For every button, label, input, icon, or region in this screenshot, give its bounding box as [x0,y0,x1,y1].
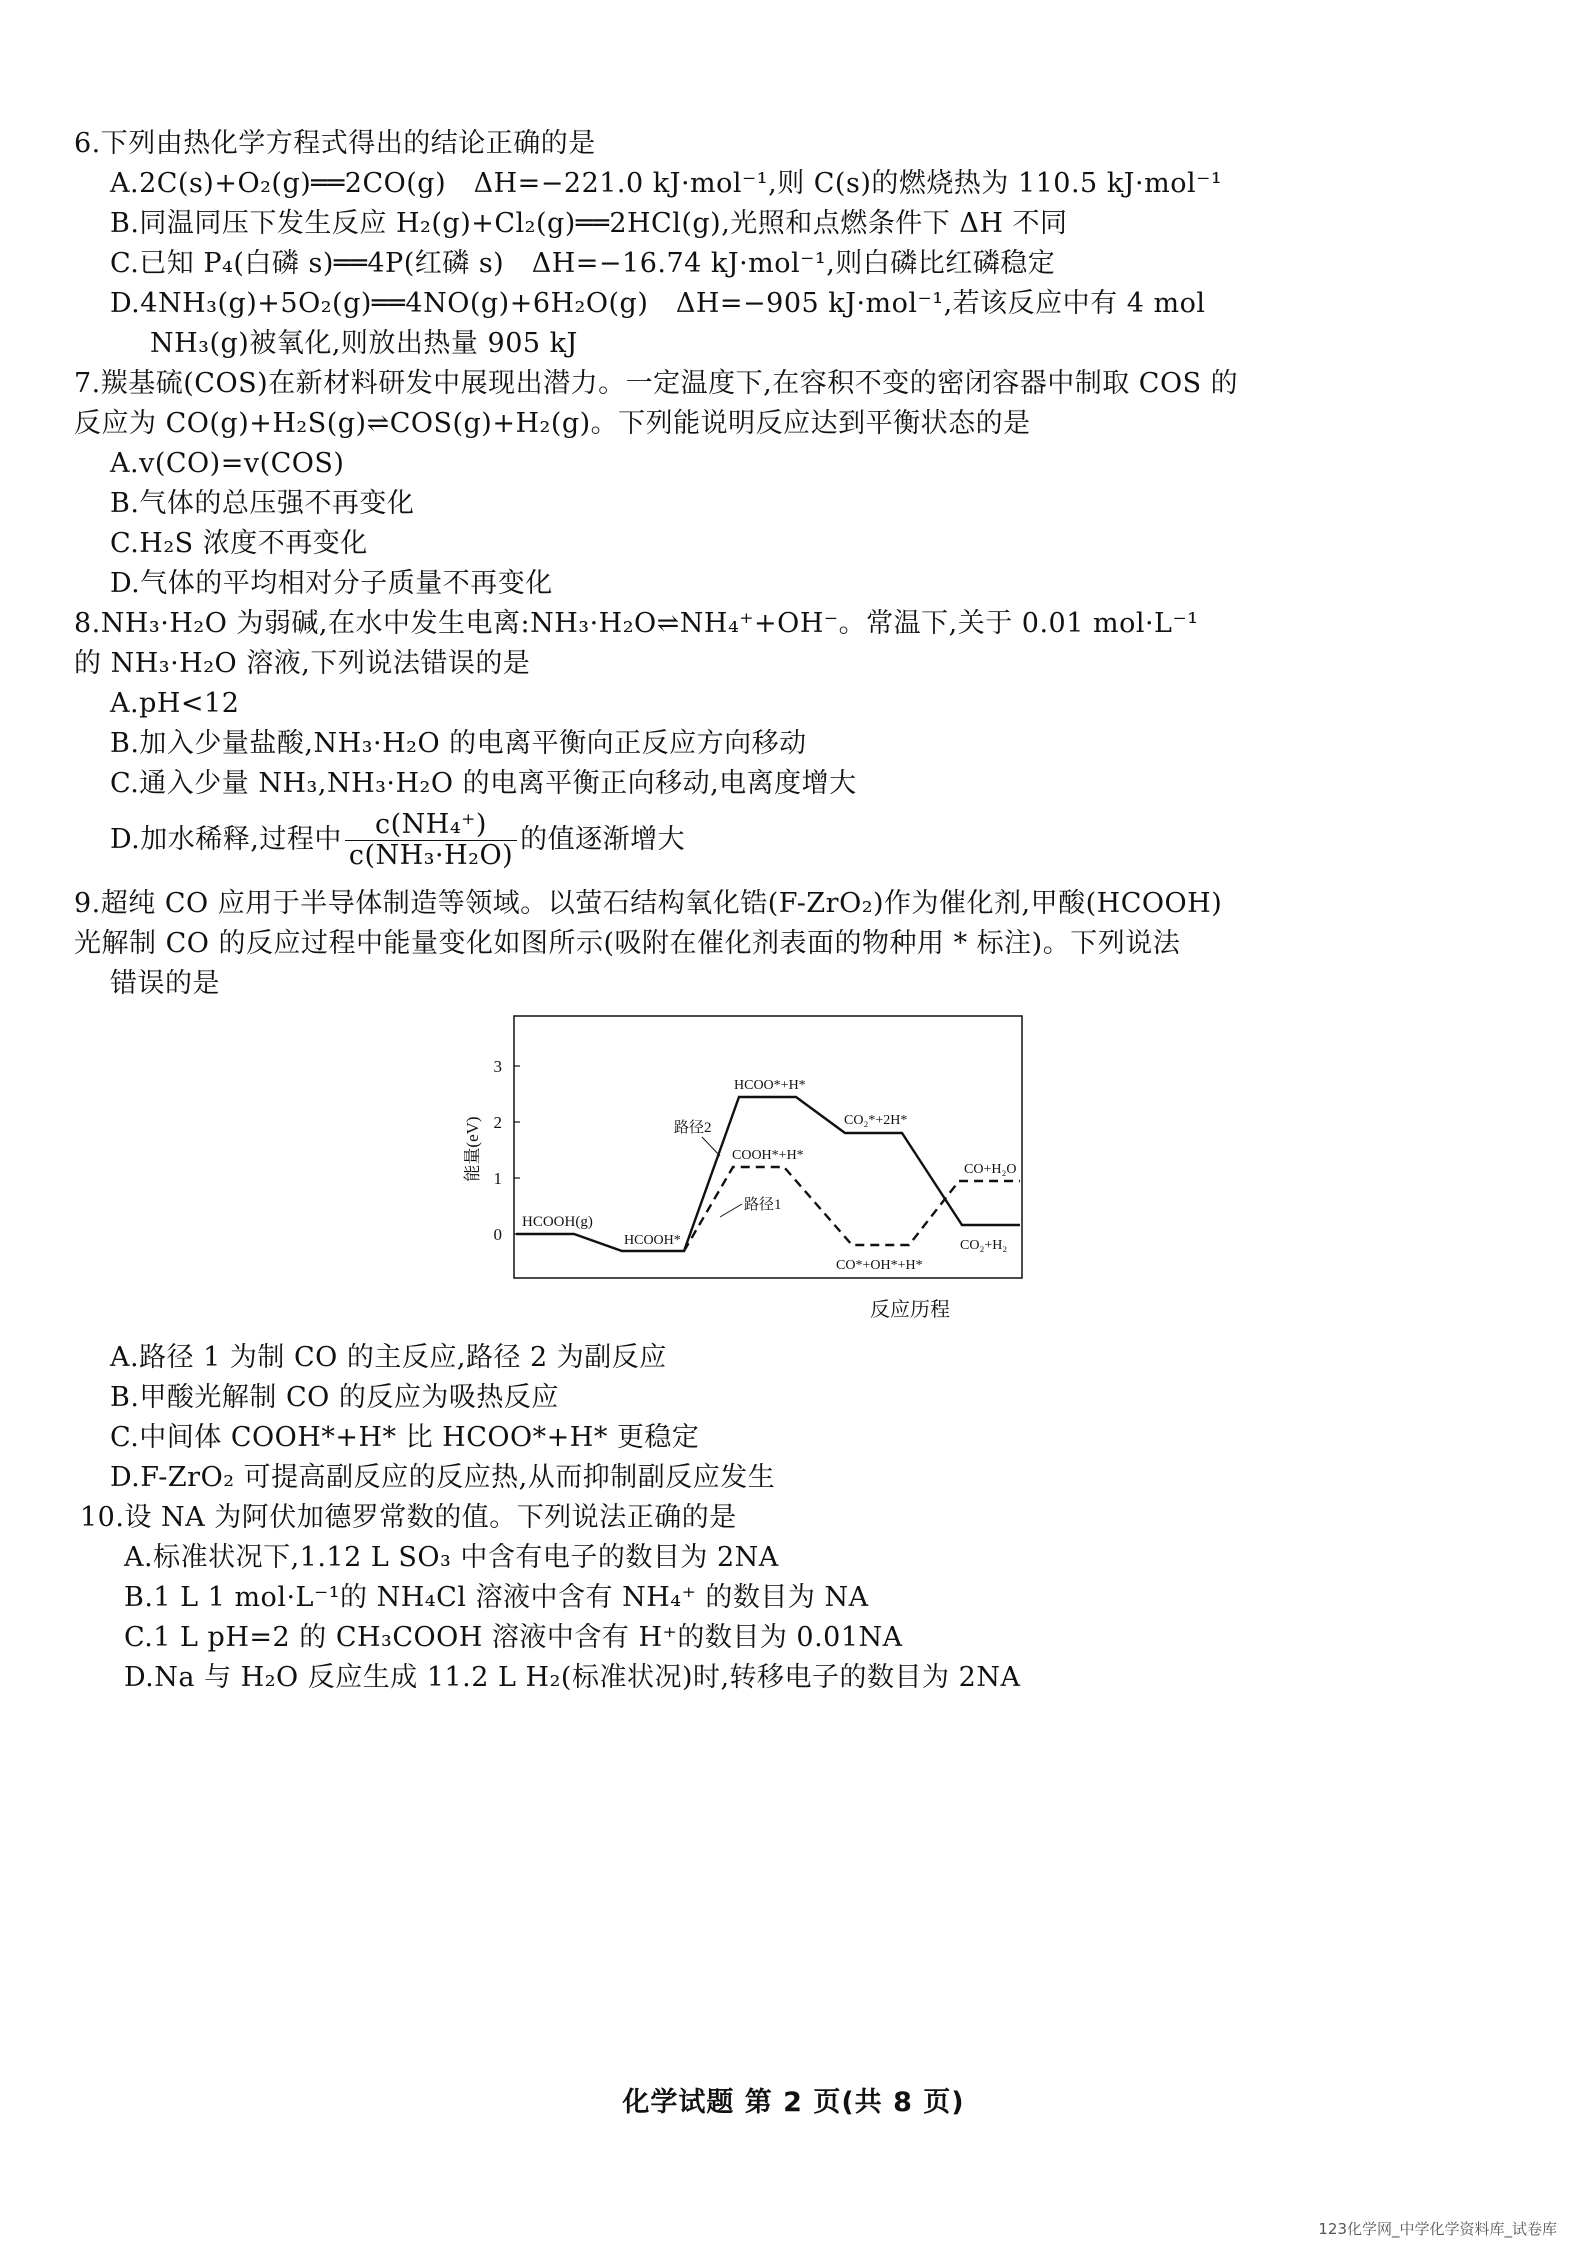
state-label-co-oh-h: CO*+OH*+H* [836,1258,923,1273]
q10-option-b: B.1 L 1 mol·L⁻¹的 NH₄Cl 溶液中含有 NH₄⁺ 的数目为 NA [124,1582,869,1613]
ytick-label: 3 [493,1057,502,1076]
fraction-numerator: c(NH₄⁺) [345,810,517,841]
ytick-label: 1 [493,1169,502,1188]
ytick-label: 2 [493,1113,502,1132]
q8-option-d-suffix: 的值逐渐增大 [520,824,686,855]
q6-option-b: B.同温同压下发生反应 H₂(g)+Cl₂(g)══2HCl(g),光照和点燃条件下 ΔH 不同 [110,208,1068,239]
q6-option-d-line2: NH₃(g)被氧化,则放出热量 905 kJ [150,328,578,359]
q9-stem-line3: 错误的是 [110,968,220,999]
q10-option-d: D.Na 与 H₂O 反应生成 11.2 L H₂(标准状况)时,转移电子的数目为 2NA [124,1662,1021,1693]
state-label-hcooh-ads: HCOOH* [624,1233,681,1248]
q8-option-d [110,808,685,872]
q9-option-b: B.甲酸光解制 CO 的反应为吸热反应 [110,1382,559,1413]
q8-fraction [345,810,517,871]
q8-option-d-prefix: D.加水稀释,过程中 [110,824,342,855]
q10-stem: 10.设 NA 为阿伏加德罗常数的值。下列说法正确的是 [80,1502,737,1533]
state-label-co2-2h: CO₂*+2H* [844,1113,908,1128]
watermark-text: 123化学网_中学化学资料库_试卷库 [1318,2220,1557,2238]
q7-option-c: C.H₂S 浓度不再变化 [110,528,368,559]
q9-option-a: A.路径 1 为制 CO 的主反应,路径 2 为副反应 [110,1342,667,1373]
fraction-denominator: c(NH₃·H₂O) [348,840,514,871]
q10-option-c: C.1 L pH=2 的 CH₃COOH 溶液中含有 H⁺的数目为 0.01NA [124,1622,903,1653]
energy-profile-chart [462,1004,1032,1324]
q8-option-b: B.加入少量盐酸,NH₃·H₂O 的电离平衡向正反应方向移动 [110,728,807,759]
state-label-co2-h2: CO₂+H₂ [960,1238,1008,1253]
path1-label: 路径1 [744,1197,782,1213]
q9-option-d: D.F-ZrO₂ 可提高副反应的反应热,从而抑制副反应发生 [110,1462,776,1493]
q6-option-a: A.2C(s)+O₂(g)══2CO(g) ΔH=−221.0 kJ·mol⁻¹,则 C(s)的燃烧热为 110.5 kJ·mol⁻¹ [110,168,1223,199]
q6-option-d-line1: D.4NH₃(g)+5O₂(g)══4NO(g)+6H₂O(g) ΔH=−905 kJ·mol⁻¹,若该反应中有 4 mol [110,288,1206,319]
y-axis-label: 能量(eV) [463,1116,482,1182]
q6-option-c: C.已知 P₄(白磷 s)══4P(红磷 s) ΔH=−16.74 kJ·mol⁻¹,则白磷比红磷稳定 [110,248,1056,279]
q9-stem-line1: 9.超纯 CO 应用于半导体制造等领域。以萤石结构氧化锆(F-ZrO₂)作为催化剂,甲酸(HCOOH) [74,888,1223,919]
state-label-cooh-h: COOH*+H* [732,1148,804,1163]
q7-option-a: A.v(CO)=v(COS) [110,448,345,479]
q7-option-b: B.气体的总压强不再变化 [110,488,415,519]
q10-option-a: A.标准状况下,1.12 L SO₃ 中含有电子的数目为 2NA [124,1542,779,1573]
ytick-label: 0 [493,1225,502,1244]
state-label-co-h2o: CO+H₂O [964,1162,1017,1177]
path1-pointer [720,1204,742,1217]
q8-option-a: A.pH<12 [110,688,240,719]
q9-option-c: C.中间体 COOH*+H* 比 HCOO*+H* 更稳定 [110,1422,700,1453]
q9-stem-line2: 光解制 CO 的反应过程中能量变化如图所示(吸附在催化剂表面的物种用 * 标注)。下列说法 [74,928,1181,959]
page-footer: 化学试题 第 2 页(共 8 页) [622,2087,965,2118]
path2-label: 路径2 [674,1120,712,1136]
q8-stem-line1: 8.NH₃·H₂O 为弱碱,在水中发生电离:NH₃·H₂O⇌NH₄⁺+OH⁻。常温下,关于 0.01 mol·L⁻¹ [74,608,1199,639]
q8-stem-line2: 的 NH₃·H₂O 溶液,下列说法错误的是 [74,648,531,679]
q8-option-c: C.通入少量 NH₃,NH₃·H₂O 的电离平衡正向移动,电离度增大 [110,768,857,799]
q7-option-d: D.气体的平均相对分子质量不再变化 [110,568,553,599]
x-axis-label: 反应历程 [870,1297,950,1321]
q6-stem: 6.下列由热化学方程式得出的结论正确的是 [74,128,596,159]
q7-stem-line1: 7.羰基硫(COS)在新材料研发中展现出潜力。一定温度下,在容积不变的密闭容器中制取 COS 的 [74,368,1239,399]
state-label-hcoo-h: HCOO*+H* [734,1078,806,1093]
state-label-hcooh-g: HCOOH(g) [522,1214,593,1230]
path2-pointer [702,1137,720,1156]
q7-stem-line2: 反应为 CO(g)+H₂S(g)⇌COS(g)+H₂(g)。下列能说明反应达到平衡状态的是 [74,408,1031,439]
